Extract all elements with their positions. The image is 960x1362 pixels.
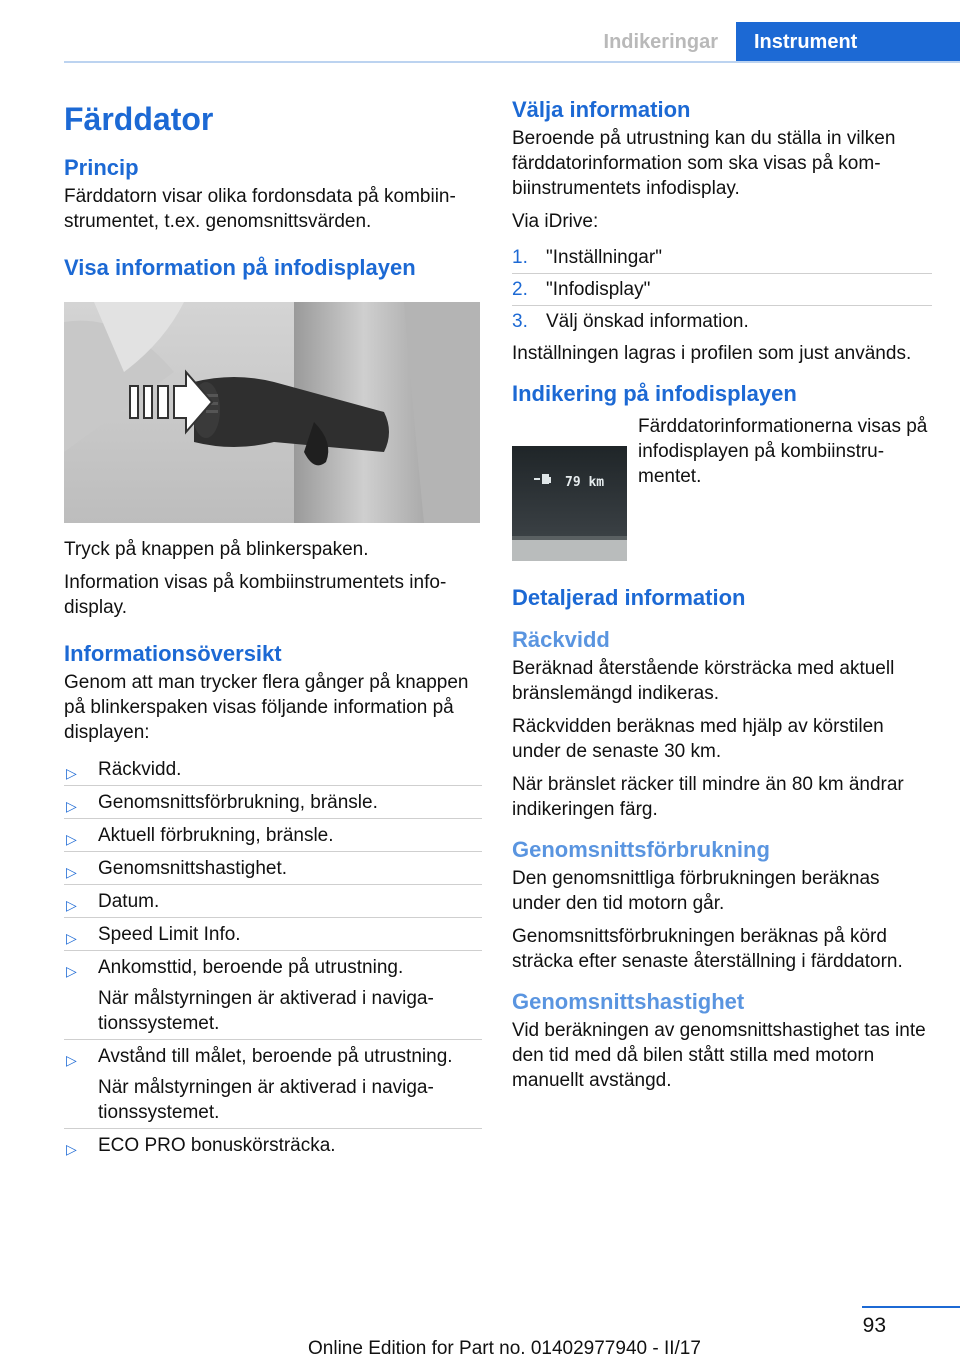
page-header <box>0 0 960 62</box>
indikering-text: Färddatorinformationerna visas på infodisplayen på kombiinstrumentet. <box>638 416 928 487</box>
rackvidd-text-3: När bränslet räcker till mindre än 80 km ändrar indikeringen färg. <box>512 774 904 820</box>
after-figure-text-1: Tryck på knappen på blinkerspaken. <box>64 539 369 560</box>
list-item: 3. Välj önskad information. <box>512 311 749 332</box>
header-rule <box>64 61 960 63</box>
triangle-right-icon: ▷ <box>66 963 77 979</box>
left-column <box>64 96 482 1161</box>
after-figure-text-2: Information visas på kombiinstrumentets infodisplay. <box>64 572 447 618</box>
valja-text: Beroende på utrustning kan du ställa in vilken färddatorinformation som ska visas på kombiinstrumentets infodisplay. <box>512 128 896 199</box>
info-list <box>64 753 482 1161</box>
display-value: 79 km <box>565 475 605 490</box>
list-item: 2. "Infodisplay" <box>512 274 932 306</box>
triangle-right-icon: ▷ <box>66 765 77 781</box>
right-column <box>512 96 932 1101</box>
hastighet-text-1: Vid beräkningen av genomsnittshastighet tas inte den tid med då bilen stått stilla med motorn manuellt avstängd. <box>512 1020 926 1091</box>
page-number: 93 <box>862 1314 886 1337</box>
list-item: ▷ Genomsnittsförbrukning, bränsle. <box>64 786 482 819</box>
indikering-block <box>512 414 932 564</box>
list-item: ▷ Aktuell förbrukning, bränsle. <box>64 819 482 852</box>
forbrukning-text-2: Genomsnittsförbrukningen beräknas på körd sträcka efter senaste återställning i färddatorn. <box>512 926 903 972</box>
valja-heading: Välja information <box>512 97 691 122</box>
list-item: ▷ Datum. <box>64 885 482 918</box>
infodisplay-image <box>512 446 627 561</box>
page-footer <box>0 1300 960 1362</box>
forbrukning-text-1: Den genomsnittliga förbrukningen beräknas under den tid motorn går. <box>512 868 880 914</box>
page-title: Färddator <box>64 101 214 137</box>
triangle-right-icon: ▷ <box>66 897 77 913</box>
rackvidd-heading: Räckvidd <box>512 627 610 652</box>
indikering-heading: Indikering på infodisplayen <box>512 381 797 406</box>
oversikt-text: Genom att man trycker flera gånger på knappen på blinkerspaken visas följande information på displayen: <box>64 672 469 743</box>
triangle-right-icon: ▷ <box>66 831 77 847</box>
triangle-right-icon: ▷ <box>66 864 77 880</box>
triangle-right-icon: ▷ <box>66 1141 77 1157</box>
list-item: ▷ ECO PRO bonuskörsträcka. <box>64 1129 482 1161</box>
triangle-right-icon: ▷ <box>66 1052 77 1068</box>
blinker-lever-illustration <box>64 302 480 523</box>
rackvidd-text-2: Räckvidden beräknas med hjälp av körstilen under de senaste 30 km. <box>512 716 884 762</box>
princip-heading: Princip <box>64 155 139 180</box>
detalj-heading: Detaljerad information <box>512 585 746 610</box>
steps-list <box>512 242 932 337</box>
visa-heading: Visa information på infodisplayen <box>64 255 416 280</box>
list-item: 1. "Inställningar" <box>512 242 932 274</box>
saved-text: Inställningen lagras i profilen som just används. <box>512 343 912 364</box>
forbrukning-heading: Genomsnittsförbrukning <box>512 837 770 862</box>
princip-text: Färddatorn visar olika fordonsdata på kombiinstrumentet, t.ex. genomsnittsvärden. <box>64 186 456 232</box>
oversikt-heading: Informationsöversikt <box>64 641 282 666</box>
list-item: ▷ Avstånd till målet, beroende på utrustning. När målstyrningen är aktiverad i navigationssystemet. <box>64 1040 482 1129</box>
header-chapter-tab[interactable]: Instrument <box>736 22 960 62</box>
hastighet-heading: Genomsnittshastighet <box>512 989 745 1014</box>
list-item-note: När målstyrningen är aktiverad i navigationssystemet. <box>98 988 434 1034</box>
triangle-right-icon: ▷ <box>66 930 77 946</box>
rackvidd-text-1: Beräknad återstående körsträcka med aktuell bränslemängd indikeras. <box>512 658 895 704</box>
list-item: ▷ Räckvidd. <box>64 753 482 786</box>
list-item-note: När målstyrningen är aktiverad i navigationssystemet. <box>98 1077 434 1123</box>
blinker-lever-figure <box>64 302 480 523</box>
via-idrive-text: Via iDrive: <box>512 211 599 232</box>
list-item: ▷ Ankomsttid, beroende på utrustning. När målstyrningen är aktiverad i navigationssystemet. <box>64 951 482 1040</box>
header-section-tab[interactable]: Indikeringar <box>603 31 718 53</box>
edition-text: Online Edition for Part no. 01402977940 - II/17 <box>308 1338 701 1359</box>
list-item: ▷ Speed Limit Info. <box>64 918 482 951</box>
list-item: ▷ Genomsnittshastighet. <box>64 852 482 885</box>
triangle-right-icon: ▷ <box>66 798 77 814</box>
footer-rule <box>862 1306 960 1308</box>
